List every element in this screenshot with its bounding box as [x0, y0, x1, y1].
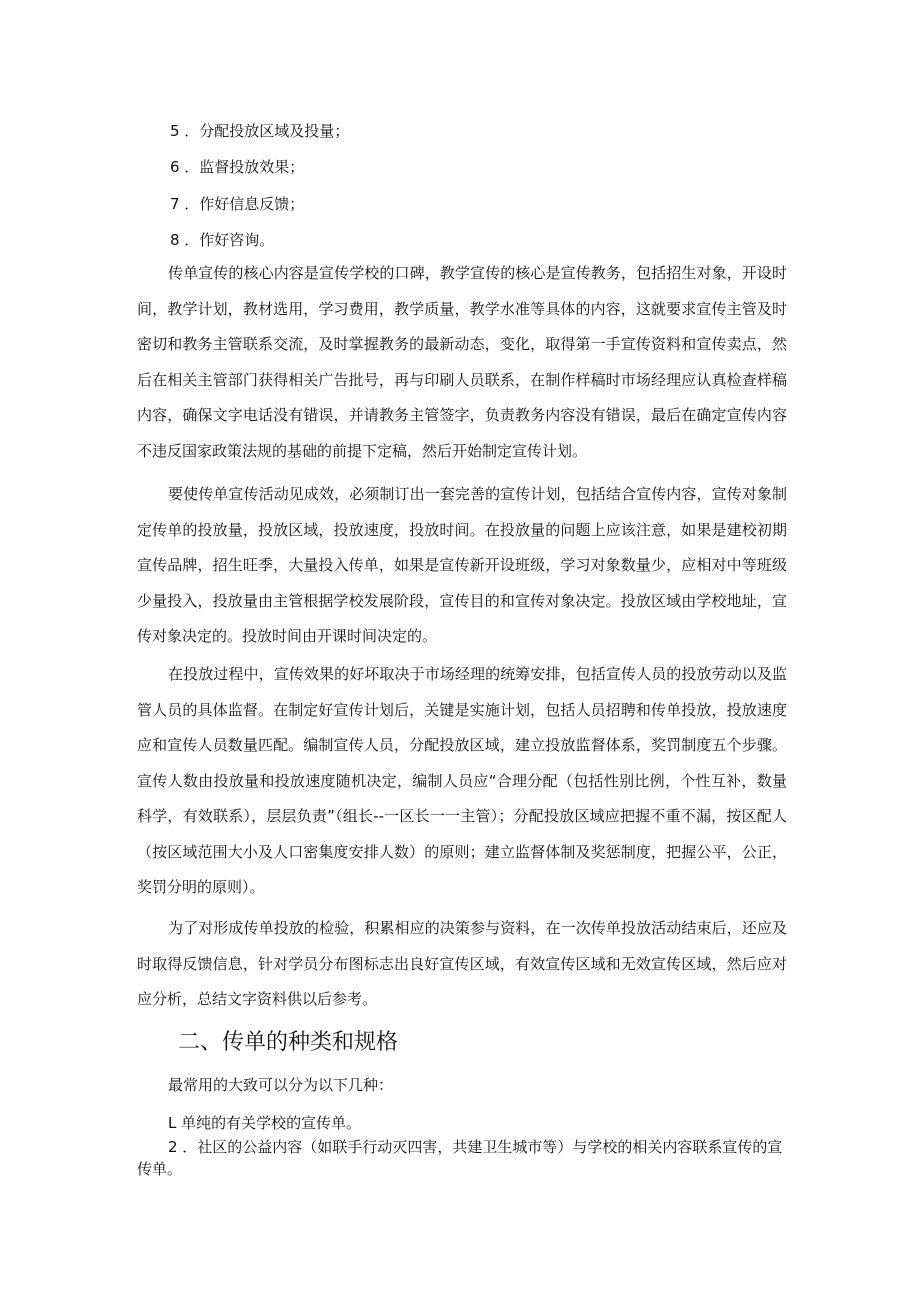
paragraph-feedback: 为了对形成传单投放的检验，积累相应的决策参与资料，在一次传单投放活动结束后，还应及时取得反馈信息，针对学员分布图标志出良好宣传区域，有效宣传区域和无效宣传区域，然后应对应分析，总结文字资料供以后参考。 [137, 919, 787, 1008]
list-item-5: 5 ．分配投放区域及投量； [170, 122, 350, 140]
type-item-2: 2 ．社区的公益内容（如联手行动灭四害，共建卫生城市等）与学校的相关内容联系宣传的宣传单。 [137, 1138, 783, 1178]
paragraph-plan: 要使传单宣传活动见成效，必须制订出一套完善的宣传计划，包括结合宣传内容，宣传对象制定传单的投放量，投放区域，投放速度，投放时间。在投放量的问题上应该注意，如果是建校初期宣传品牌，招生旺季，大量投入传单，如果是宣传新开设班级，学习对象数量少，应相对中等班级少量投入，投放量由主管根据学校发展阶段，宣传目的和宣传对象决定。投放区域由学校地址，宣传对象决定的。投放时间由开课时间决定的。 [137, 485, 787, 645]
section-heading: 二、传单的种类和规格 [178, 1030, 399, 1055]
paragraph-core-content: 传单宣传的核心内容是宣传学校的口碑，教学宣传的核心是宣传教务，包括招生对象，开设时间，教学计划，教材选用，学习费用，教学质量，教学水准等具体的内容，这就要求宣传主管及时密切和教务主管联系交流，及时掌握教务的最新动态，变化，取得第一手宣传资料和宣传卖点，然后在相关主管部门获得相关广告批号，再与印刷人员联系，在制作样稿时市场经理应认真检查样稿内容，确保文字电话没有错误，并请教务主管签字，负责教务内容没有错误，最后在确定宣传内容不违反国家政策法规的基础的前提下定稿，然后开始制定宣传计划。 [137, 264, 787, 460]
list-item-7: 7 ．作好信息反馈； [170, 195, 305, 213]
list-item-8: 8 ．作好咨询。 [170, 231, 275, 249]
paragraph-process: 在投放过程中，宣传效果的好坏取决于市场经理的统筹安排，包括宣传人员的投放劳动以及监管人员的具体监督。在制定好宣传计划后，关键是实施计划，包括人员招聘和传单投放，投放速度应和宣传人员数量匹配。编制宣传人员，分配投放区域，建立投放监督体系，奖罚制度五个步骤。宣传人数由投放量和投放速度随机决定，编制人员应“合理分配（包括性别比例，个性互补，数量科学，有效联系），层层负责”（组长--一区长一一主管）；分配投放区域应把握不重不漏，按区配人（按区域范围大小及人口密集度安排人数）的原则；建立监督体制及奖惩制度，把握公平，公正，奖罚分明的原则）。 [137, 665, 787, 896]
type-item-1: L 单纯的有关学校的宣传单。 [168, 1114, 362, 1132]
list-item-6: 6 ．监督投放效果； [170, 158, 305, 176]
intro-line: 最常用的大致可以分为以下几种： [168, 1076, 394, 1094]
